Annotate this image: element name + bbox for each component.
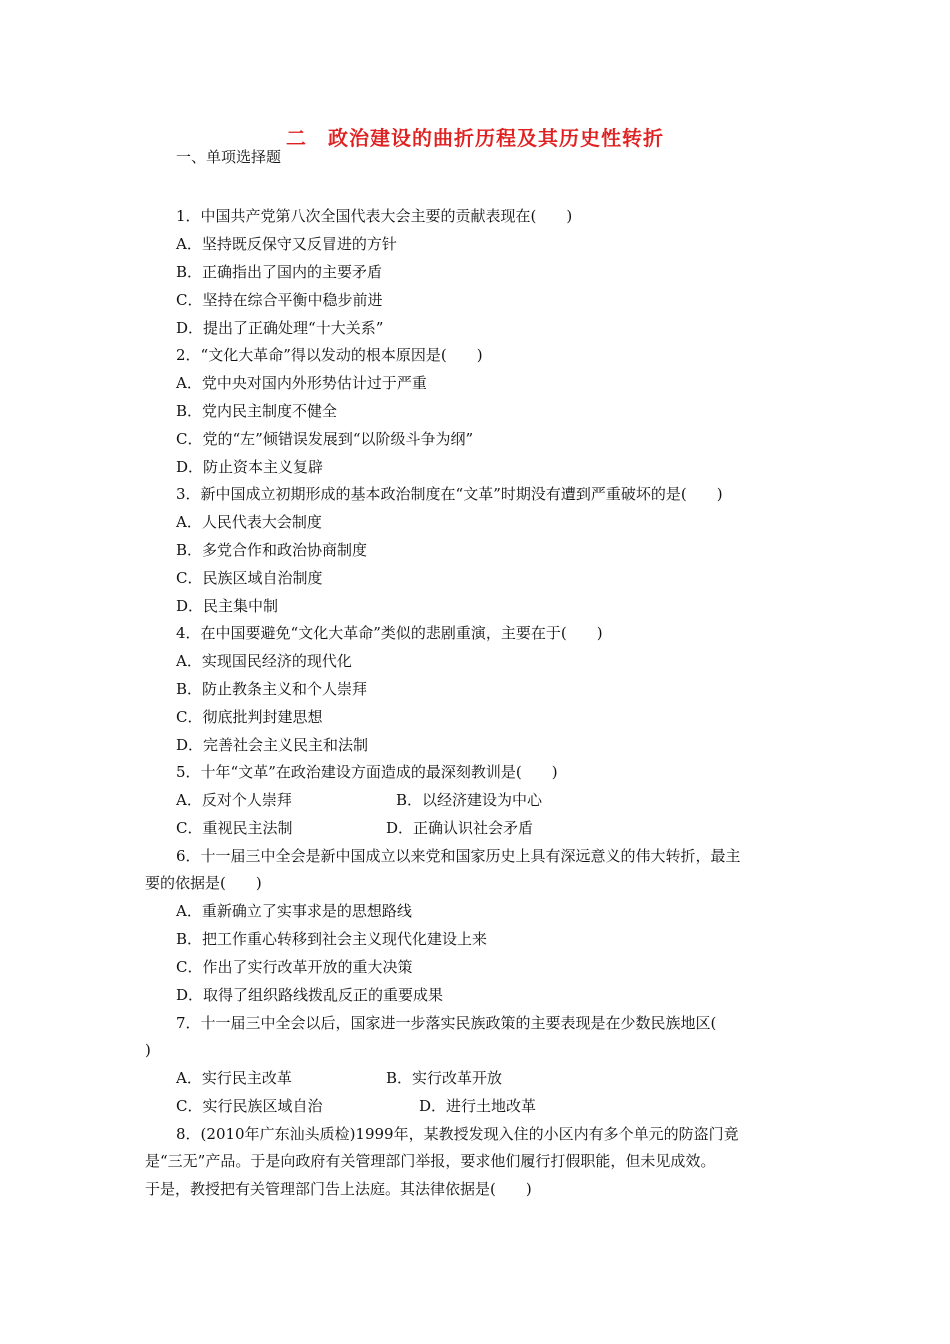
option-1a: A．坚持既反保守又反冒进的方针 bbox=[176, 235, 397, 253]
option-6c: C．作出了实行改革开放的重大决策 bbox=[176, 958, 413, 976]
option-2b: B．党内民主制度不健全 bbox=[176, 402, 338, 420]
question-1: 1．中国共产党第八次全国代表大会主要的贡献表现在( ) bbox=[176, 207, 573, 225]
option-3d: D．民主集中制 bbox=[176, 597, 279, 615]
option-4d: D．完善社会主义民主和法制 bbox=[176, 736, 369, 754]
question-6-line-2: 要的依据是( ) bbox=[145, 874, 262, 892]
question-7-line-2: ) bbox=[145, 1041, 151, 1059]
option-3c: C．民族区域自治制度 bbox=[176, 569, 323, 587]
option-7d: D．进行土地改革 bbox=[419, 1097, 537, 1115]
question-8-line-3: 于是，教授把有关管理部门告上法庭。其法律依据是( ) bbox=[145, 1180, 532, 1198]
question-3: 3．新中国成立初期形成的基本政治制度在“文革”时期没有遭到严重破坏的是( ) bbox=[176, 485, 723, 503]
question-4: 4．在中国要避免“文化大革命”类似的悲剧重演，主要在于( ) bbox=[176, 624, 603, 642]
option-1d: D．提出了正确处理“十大关系” bbox=[176, 319, 384, 337]
question-8-line-2: 是“三无”产品。于是向政府有关管理部门举报，要求他们履行打假职能，但未见成效。 bbox=[145, 1152, 716, 1170]
question-6-line-1: 6．十一届三中全会是新中国成立以来党和国家历史上具有深远意义的伟大转折，最主 bbox=[176, 847, 741, 865]
section-heading: 一、单项选择题 bbox=[176, 148, 282, 166]
option-4b: B．防止教条主义和个人崇拜 bbox=[176, 680, 368, 698]
option-1b: B．正确指出了国内的主要矛盾 bbox=[176, 263, 383, 281]
option-6b: B．把工作重心转移到社会主义现代化建设上来 bbox=[176, 930, 488, 948]
option-2a: A．党中央对国内外形势估计过于严重 bbox=[176, 374, 427, 392]
option-5d: D．正确认识社会矛盾 bbox=[386, 819, 534, 837]
option-4a: A．实现国民经济的现代化 bbox=[176, 652, 352, 670]
option-7b: B．实行改革开放 bbox=[386, 1069, 503, 1087]
option-7a: A．实行民主改革 bbox=[176, 1069, 292, 1087]
option-3a: A．人民代表大会制度 bbox=[176, 513, 322, 531]
option-5a: A．反对个人崇拜 bbox=[176, 791, 292, 809]
option-5b: B．以经济建设为中心 bbox=[396, 791, 543, 809]
option-2d: D．防止资本主义复辟 bbox=[176, 458, 324, 476]
question-5: 5．十年“文革”在政治建设方面造成的最深刻教训是( ) bbox=[176, 763, 558, 781]
page-title: 二 政治建设的曲折历程及其历史性转折 bbox=[286, 126, 664, 150]
option-6d: D．取得了组织路线拨乱反正的重要成果 bbox=[176, 986, 444, 1004]
option-6a: A．重新确立了实事求是的思想路线 bbox=[176, 902, 412, 920]
option-7c: C．实行民族区域自治 bbox=[176, 1097, 323, 1115]
question-2: 2．“文化大革命”得以发动的根本原因是( ) bbox=[176, 346, 483, 364]
question-8-line-1: 8．(2010年广东汕头质检)1999年，某教授发现入住的小区内有多个单元的防盗门竟 bbox=[176, 1125, 739, 1143]
question-7-line-1: 7．十一届三中全会以后，国家进一步落实民族政策的主要表现是在少数民族地区( bbox=[176, 1014, 717, 1032]
option-3b: B．多党合作和政治协商制度 bbox=[176, 541, 368, 559]
option-4c: C．彻底批判封建思想 bbox=[176, 708, 323, 726]
option-2c: C．党的“左”倾错误发展到“以阶级斗争为纲” bbox=[176, 430, 474, 448]
option-5c: C．重视民主法制 bbox=[176, 819, 293, 837]
option-1c: C．坚持在综合平衡中稳步前进 bbox=[176, 291, 383, 309]
